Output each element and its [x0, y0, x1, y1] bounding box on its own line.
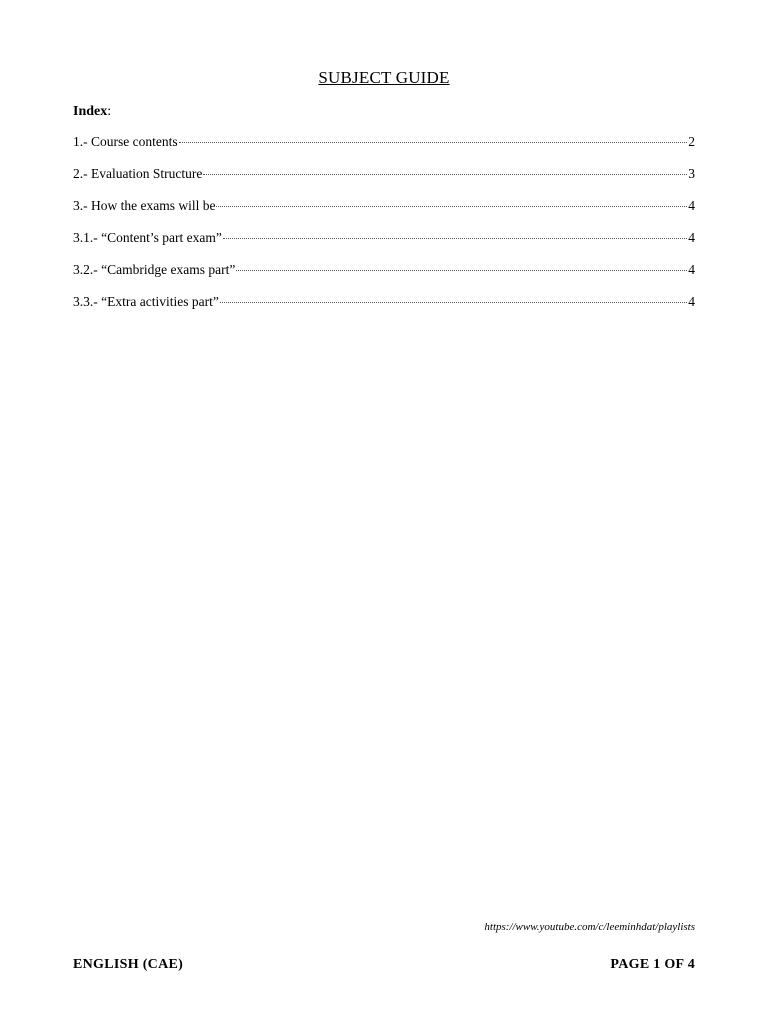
toc-entry-label: 3.- How the exams will be [73, 198, 216, 213]
toc-entry[interactable] [73, 198, 695, 230]
toc-leader-dots [216, 206, 687, 207]
index-colon: : [107, 104, 112, 119]
toc-entry-label: 1.- Course contents [73, 134, 178, 149]
toc-leader-dots [220, 302, 687, 303]
toc-entry[interactable] [73, 262, 695, 294]
page-title: SUBJECT GUIDE [318, 68, 450, 87]
toc-entry-page: 4 [688, 230, 695, 245]
toc-entry[interactable] [73, 166, 695, 198]
toc-leader-dots [203, 174, 687, 175]
toc-entry[interactable] [73, 230, 695, 262]
toc-entry-page: 4 [688, 262, 695, 277]
toc-entry-label: 3.2.- “Cambridge exams part” [73, 262, 236, 277]
footer-course-name: ENGLISH (CAE) [73, 957, 184, 972]
toc-entry-page: 3 [688, 166, 695, 181]
toc-leader-dots [236, 270, 687, 271]
toc-entry-page: 2 [688, 134, 695, 149]
index-label: Index [73, 104, 108, 119]
footer-page-number: PAGE 1 OF 4 [610, 957, 695, 972]
table-of-contents [73, 134, 695, 326]
toc-entry-page: 4 [688, 198, 695, 213]
youtube-playlist-link[interactable]: https://www.youtube.com/c/leeminhdat/playlists [484, 921, 695, 933]
toc-leader-dots [223, 238, 687, 239]
toc-entry-label: 3.3.- “Extra activities part” [73, 294, 219, 309]
toc-entry-page: 4 [688, 294, 695, 309]
toc-entry-label: 3.1.- “Content’s part exam” [73, 230, 222, 245]
toc-entry[interactable] [73, 134, 695, 166]
index-heading [73, 104, 111, 120]
toc-entry-label: 2.- Evaluation Structure [73, 166, 203, 181]
toc-entry[interactable] [73, 294, 695, 326]
toc-leader-dots [179, 142, 688, 143]
